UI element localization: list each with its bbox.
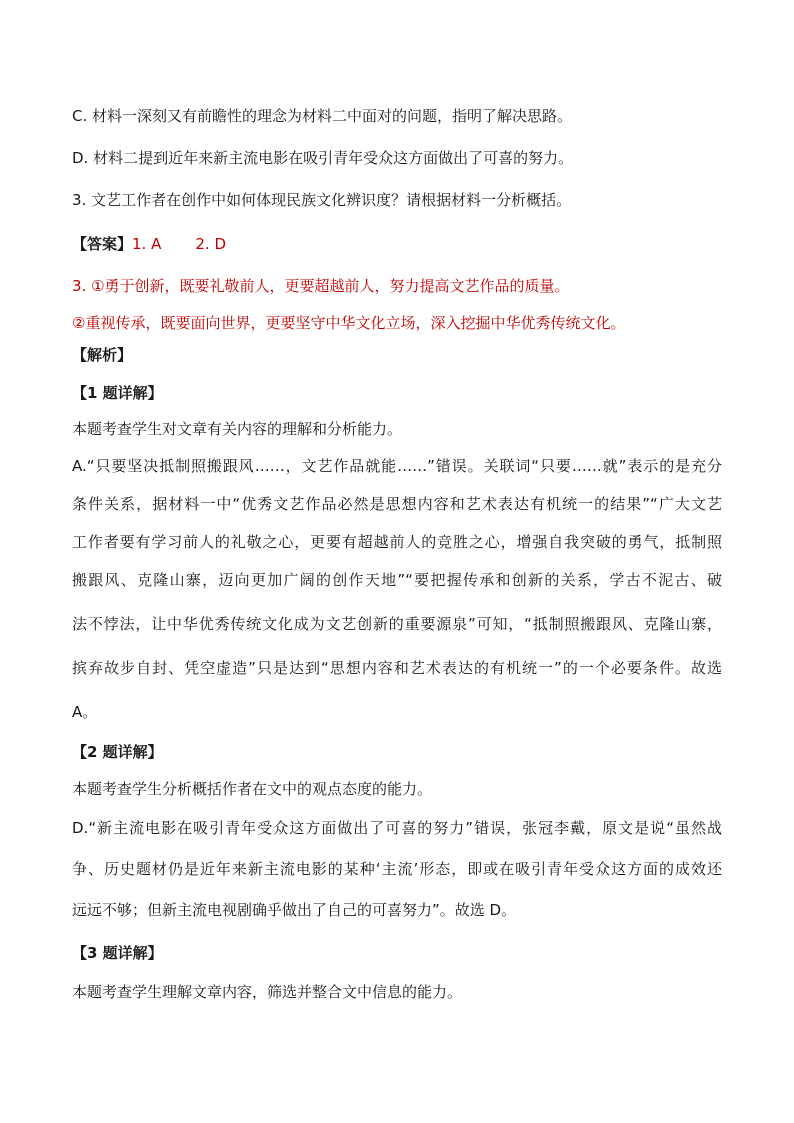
answer-line bbox=[72, 234, 226, 254]
q2-line-1: D.“新主流电影在吸引青年受众这方面做出了可喜的努力”错误，张冠李戴，原文是说“虽然战 bbox=[72, 819, 722, 837]
q1-line-2: 条件关系，据材料一中“优秀文艺作品必然是思想内容和艺术表达有机统一的结果”“广大文艺 bbox=[72, 495, 722, 513]
q1-line-5: 法不悖法，让中华优秀传统文化成为文艺创新的重要源泉”可知，“抵制照搬跟风、克隆山寨， bbox=[72, 615, 722, 633]
q1-line-4: 搬跟风、克隆山寨，迈向更加广阔的创作天地”“要把握传承和创新的关系，学古不泥古、破 bbox=[72, 571, 722, 589]
option-c: C. 材料一深刻又有前瞻性的理念为材料二中面对的问题，指明了解决思路。 bbox=[72, 107, 573, 125]
answer-2: 2. D bbox=[195, 235, 226, 253]
q2-intro: 本题考查学生分析概括作者在文中的观点态度的能力。 bbox=[72, 780, 433, 798]
answer-3-line-2: ②重视传承，既要面向世界，更要坚守中华文化立场，深入挖掘中华优秀传统文化。 bbox=[72, 314, 626, 332]
q2-line-2: 争、历史题材仍是近年来新主流电影的某种‘主流’形态，即或在吸引青年受众这方面的成效还 bbox=[72, 860, 722, 878]
q1-intro: 本题考查学生对文章有关内容的理解和分析能力。 bbox=[72, 420, 403, 438]
answer-3-line-1: 3. ①勇于创新，既要礼敬前人，更要超越前人，努力提高文艺作品的质量。 bbox=[72, 277, 570, 295]
q1-line-7: A。 bbox=[72, 703, 98, 721]
q1-heading: 【1 题详解】 bbox=[72, 384, 163, 402]
q2-line-3: 远远不够；但新主流电视剧确乎做出了自己的可喜努力”。故选 D。 bbox=[72, 901, 517, 919]
analysis-label: 【解析】 bbox=[72, 346, 133, 364]
question-3: 3. 文艺工作者在创作中如何体现民族文化辨识度？请根据材料一分析概括。 bbox=[72, 191, 572, 209]
option-d: D. 材料二提到近年来新主流电影在吸引青年受众这方面做出了可喜的努力。 bbox=[72, 149, 574, 167]
q2-heading: 【2 题详解】 bbox=[72, 743, 163, 761]
q3-heading: 【3 题详解】 bbox=[72, 944, 163, 962]
q3-intro: 本题考查学生理解文章内容，筛选并整合文中信息的能力。 bbox=[72, 983, 463, 1001]
q1-line-1: A.“只要坚决抵制照搬跟风……，文艺作品就能……”错误。关联词“只要……就”表示的是充分 bbox=[72, 457, 722, 475]
answer-label: 【答案】 bbox=[72, 235, 133, 253]
q1-line-6: 摈弃故步自封、凭空虚造”只是达到“思想内容和艺术表达的有机统一”的一个必要条件。故选 bbox=[72, 659, 722, 677]
q1-line-3: 工作者要有学习前人的礼敬之心，更要有超越前人的竞胜之心，增强自我突破的勇气，抵制照 bbox=[72, 533, 722, 551]
answer-1: 1. A bbox=[132, 235, 162, 253]
